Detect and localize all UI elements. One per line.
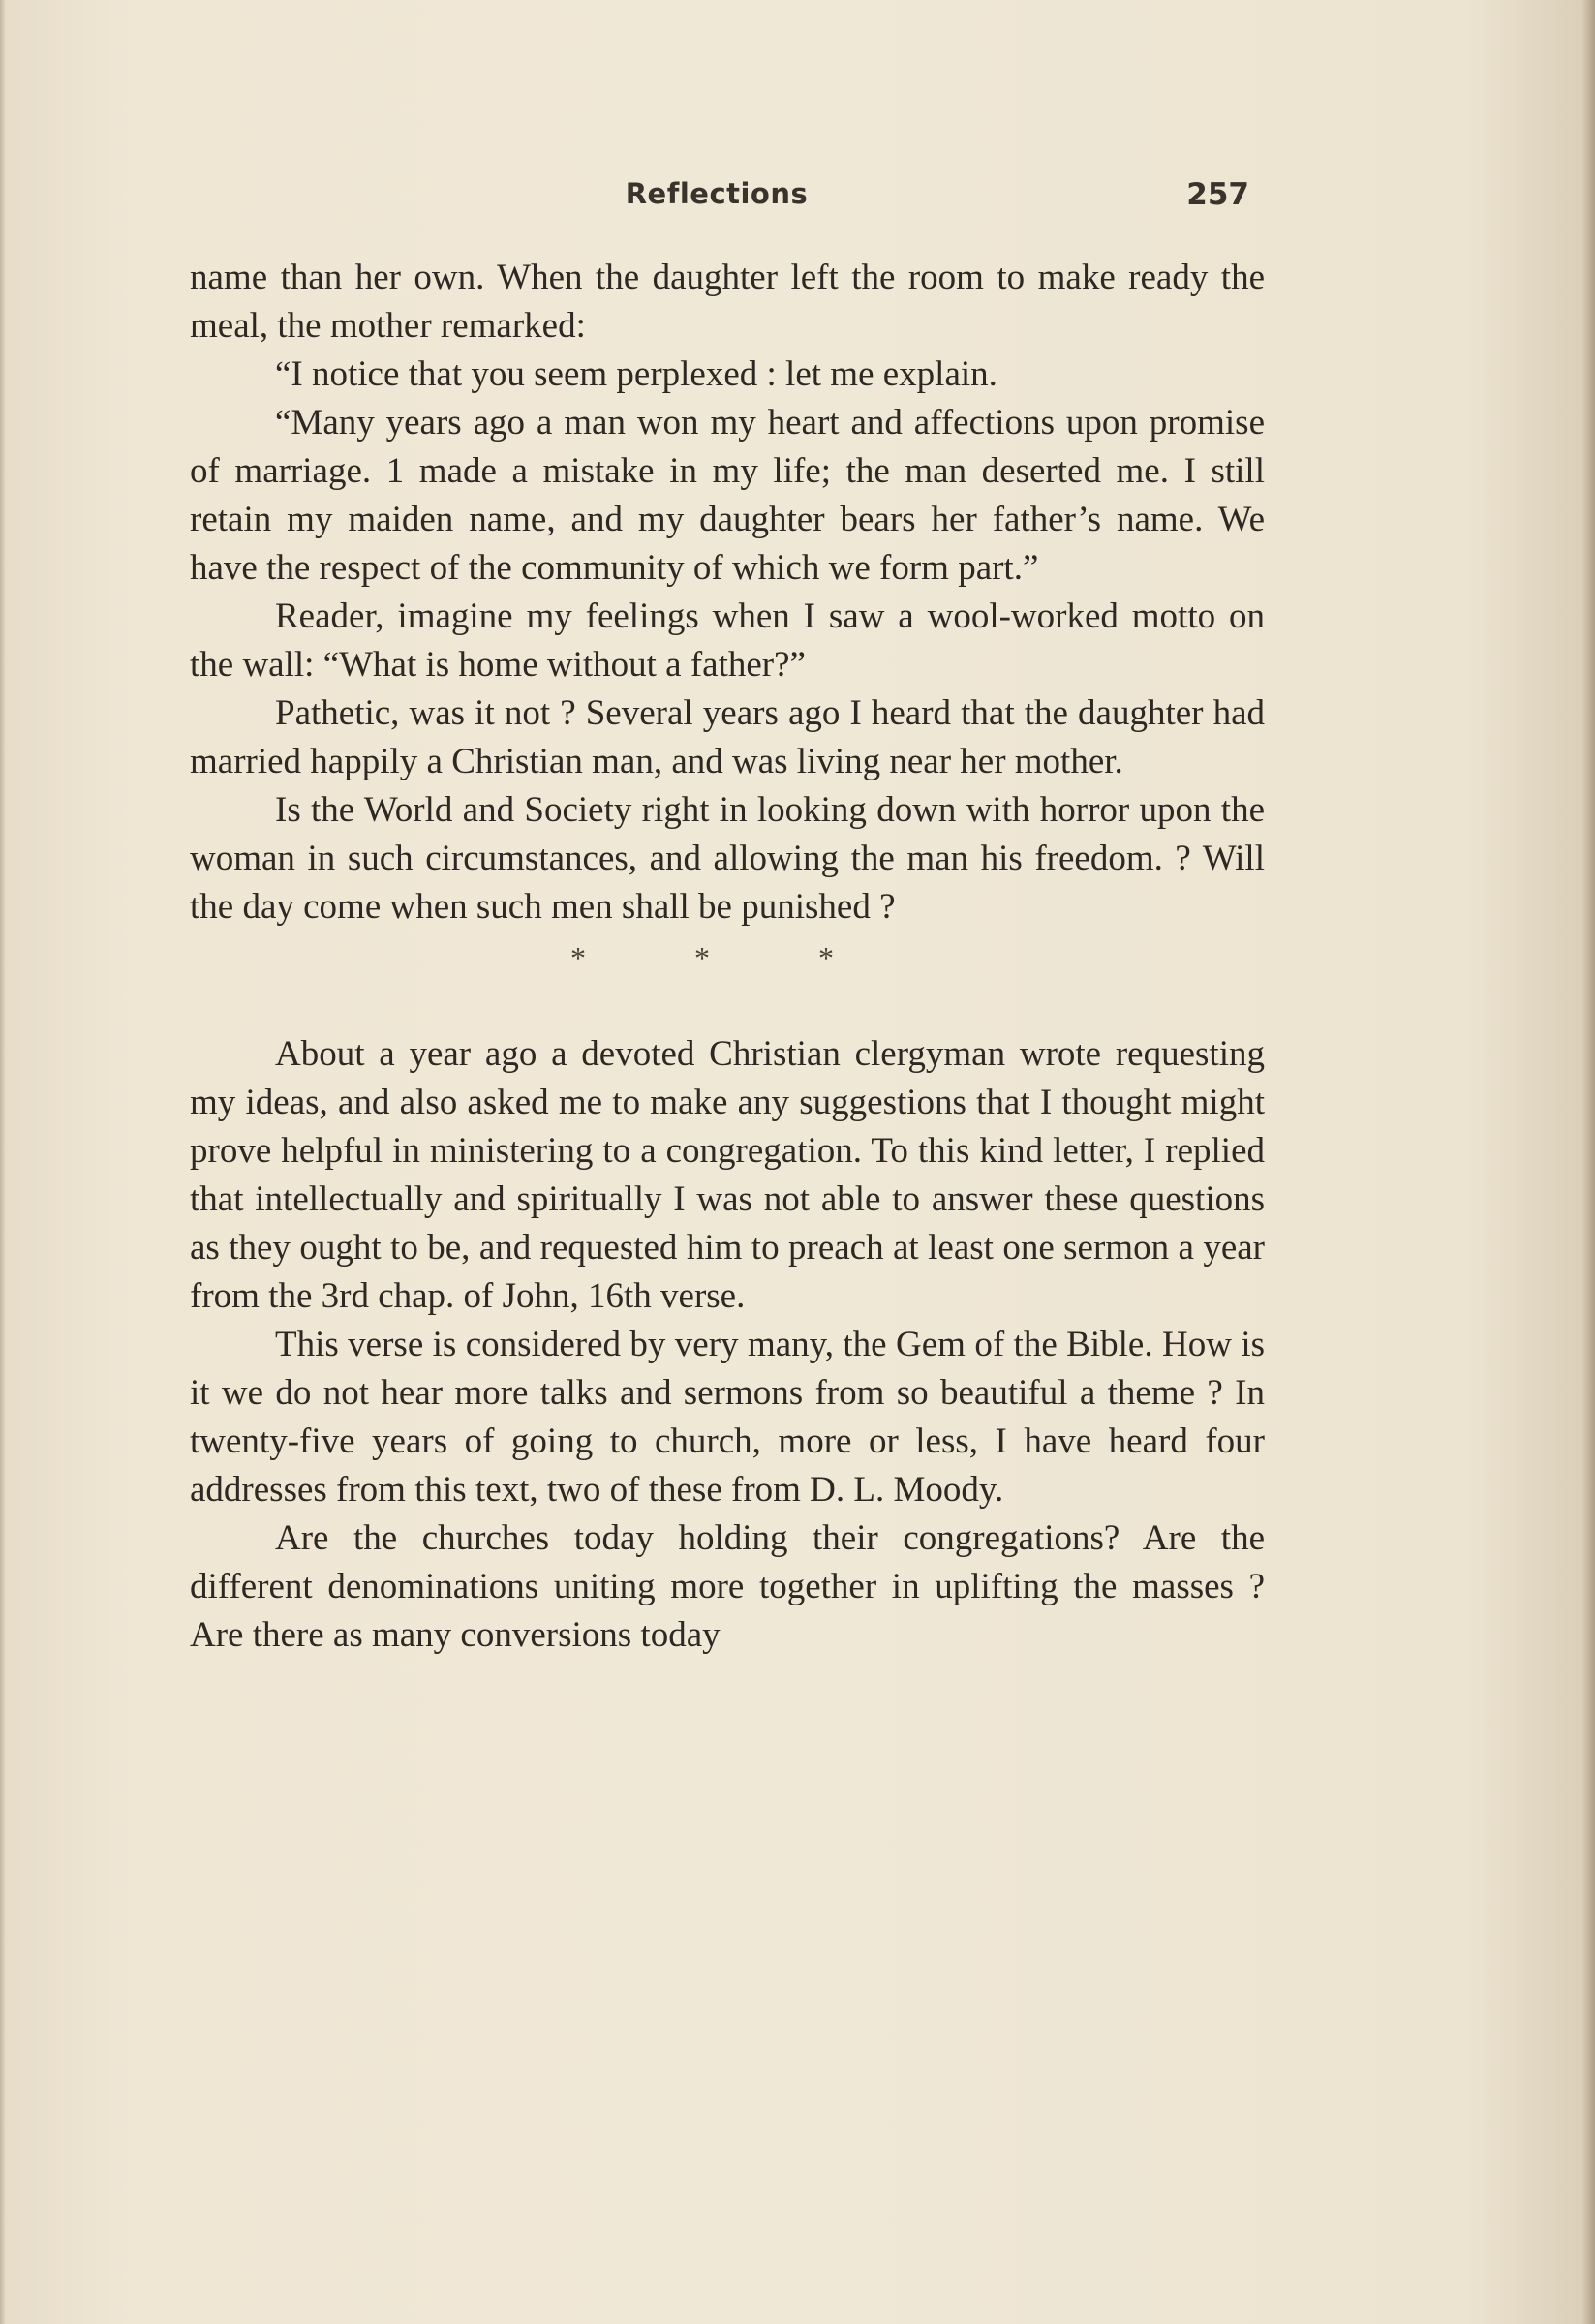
running-title: Reflections xyxy=(625,177,809,210)
paragraph: Is the World and Society right in looking down with horror upon the woman in such circumstances, and allowing the man his freedom. ? Will the day come when such men shall be punished ? xyxy=(190,790,1265,927)
section-separator: * * * xyxy=(570,940,884,975)
body-text xyxy=(190,254,1265,1660)
page-right-edge-shadow xyxy=(1581,0,1595,2324)
paragraph: Reader, imagine my feelings when I saw a wool-worked motto on the wall: “What is home without a father?” xyxy=(190,596,1265,685)
paragraph: About a year ago a devoted Christian clergyman wrote requesting my ideas, and also asked me to make any suggestions that I thought might prove helpful in ministering to a congregation. To this kind letter, I replied that intellectually and spiritually I was not able to answer these questions as they ought to be, and requested him to preach at least one sermon a year from the 3rd chap. of John, 16th verse. xyxy=(190,1034,1265,1316)
running-head xyxy=(184,177,1249,216)
paragraph: This verse is considered by very many, the Gem of the Bible. How is it we do not hear more talks and sermons from so beautiful a theme ? In twenty-five years of going to church, more or less, I have heard four addresses from this text, two of these from D. L. Moody. xyxy=(190,1325,1265,1510)
page-left-edge-shadow xyxy=(0,0,6,2324)
paragraph: “I notice that you seem perplexed : let me explain. xyxy=(275,354,997,394)
paragraph: Are the churches today holding their congregations? Are the different denominations uniting more together in uplifting the masses ? Are there as many conversions today xyxy=(190,1518,1265,1655)
paragraph: Pathetic, was it not ? Several years ago I heard that the daughter had married happily a Christian man, and was living near her mother. xyxy=(190,693,1265,781)
page-number: 257 xyxy=(1186,177,1249,212)
paragraph-continuation: name than her own. When the daughter left the room to make ready the meal, the mother remarked: xyxy=(190,258,1265,346)
paragraph: “Many years ago a man won my heart and affections upon promise of marriage. 1 made a mistake in my life; the man deserted me. I still retain my maiden name, and my daughter bears her father’s name. We have the respect of the community of which we form part.” xyxy=(190,403,1265,588)
